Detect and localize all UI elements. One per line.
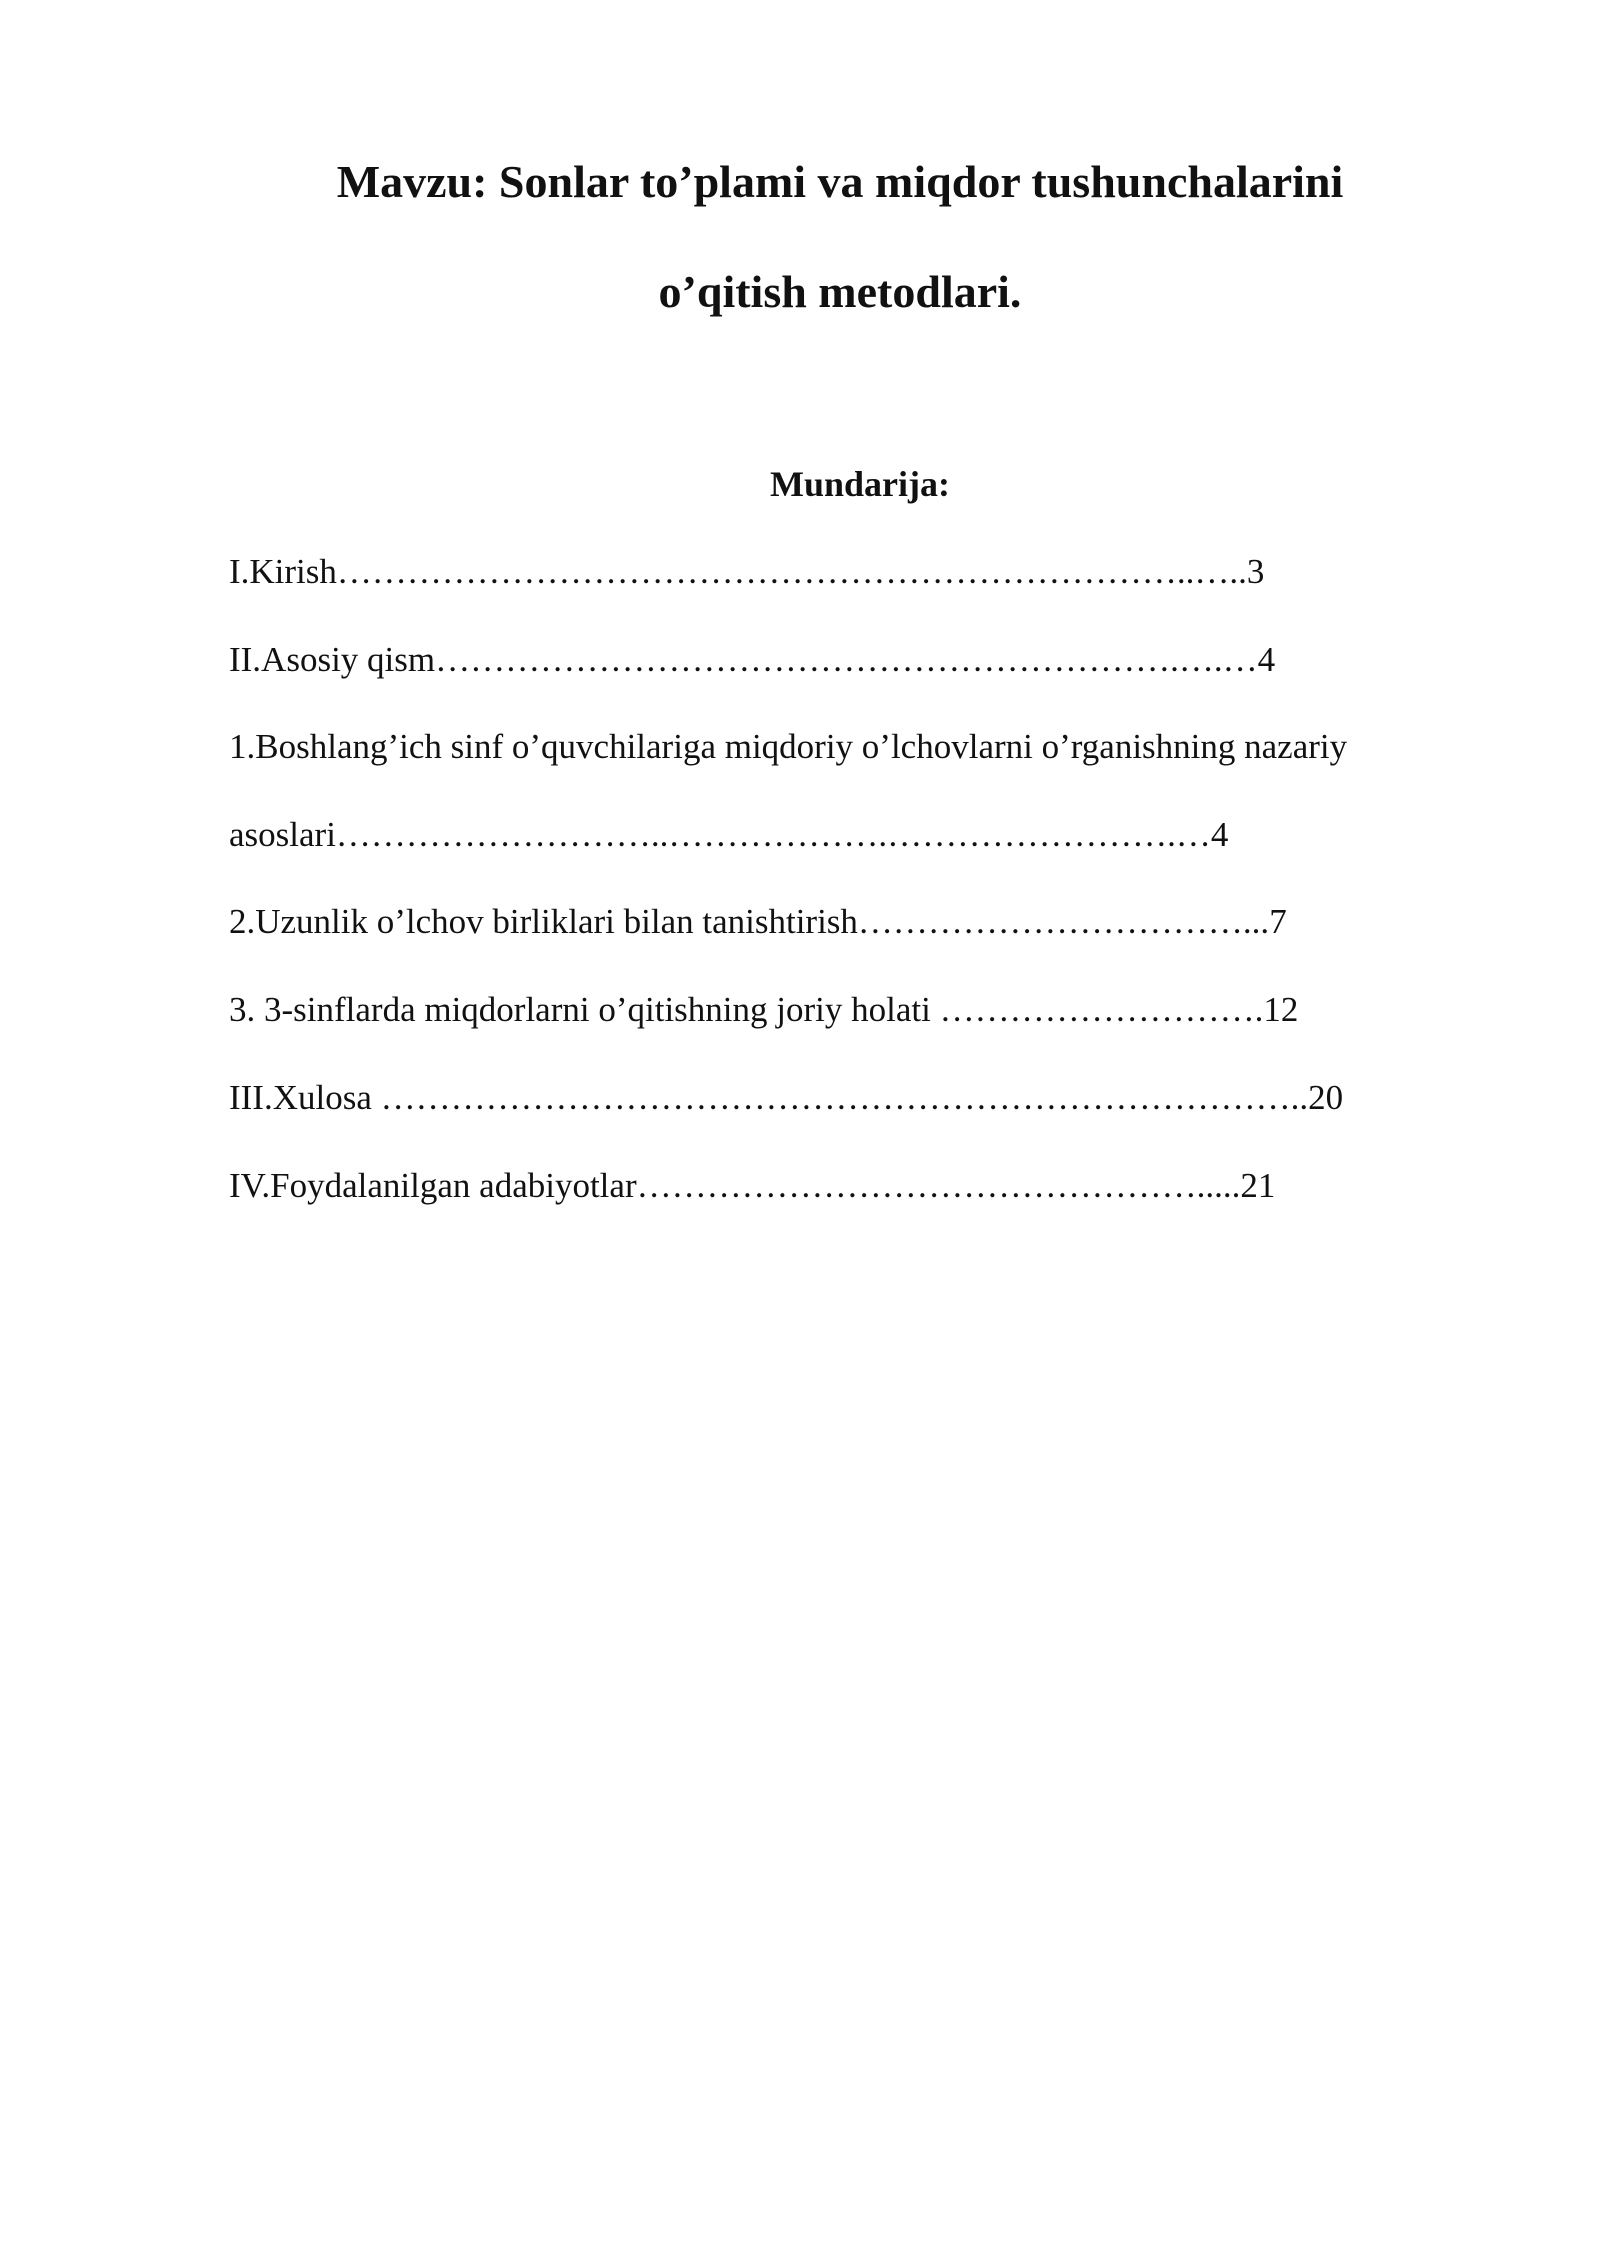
toc-entry-section-1-line-1 [229, 725, 1347, 769]
toc-entry-text: asoslari………………………..……………….…………………….… [229, 815, 1211, 854]
toc-heading: Mundarija: [770, 464, 950, 504]
toc-entry-page: 4 [1257, 640, 1276, 679]
toc-entry-section-2 [229, 900, 1287, 944]
toc-entry-text: 2.Uzunlik o’lchov birliklari bilan tanishtirish……………………………... [229, 902, 1270, 941]
toc-entry-adabiyotlar [229, 1164, 1275, 1208]
toc-entry-text: 1.Boshlang’ich sinf o’quvchilariga miqdoriy o’lchovlarni o’rganishning nazariy [229, 727, 1348, 766]
toc-entry-page: 21 [1240, 1166, 1276, 1205]
page-title-line-1: Mavzu: Sonlar to’plami va miqdor tushunchalarini [336, 156, 1344, 207]
toc-entry-xulosa [229, 1076, 1343, 1120]
toc-entry-section-1-line-2 [229, 813, 1228, 857]
toc-entry-page: 12 [1263, 990, 1299, 1029]
toc-entry-asosiy-qism [229, 638, 1275, 682]
toc-entry-page: 7 [1269, 902, 1287, 941]
toc-entry-section-3 [229, 988, 1298, 1032]
toc-entry-page: 3 [1246, 552, 1265, 591]
toc-entry-text: 3. 3-sinflarda miqdorlarni o’qitishning joriy holati ………………………. [229, 990, 1264, 1029]
toc-entry-page: 20 [1308, 1078, 1344, 1117]
toc-entry-text: III.Xulosa …………………………………………………………………….. [229, 1078, 1309, 1117]
toc-entry-text: II.Asosiy qism……………………………………………………….….… [229, 640, 1258, 679]
toc-entry-text: I.Kirish………………………………………………………………..….. [229, 552, 1247, 591]
toc-entry-kirish [229, 550, 1264, 594]
toc-entry-text: IV.Foydalanilgan adabiyotlar…………………………………………..... [229, 1166, 1241, 1205]
toc-entry-page: 4 [1210, 815, 1229, 854]
page-title-line-2: o’qitish metodlari. [658, 266, 1022, 317]
